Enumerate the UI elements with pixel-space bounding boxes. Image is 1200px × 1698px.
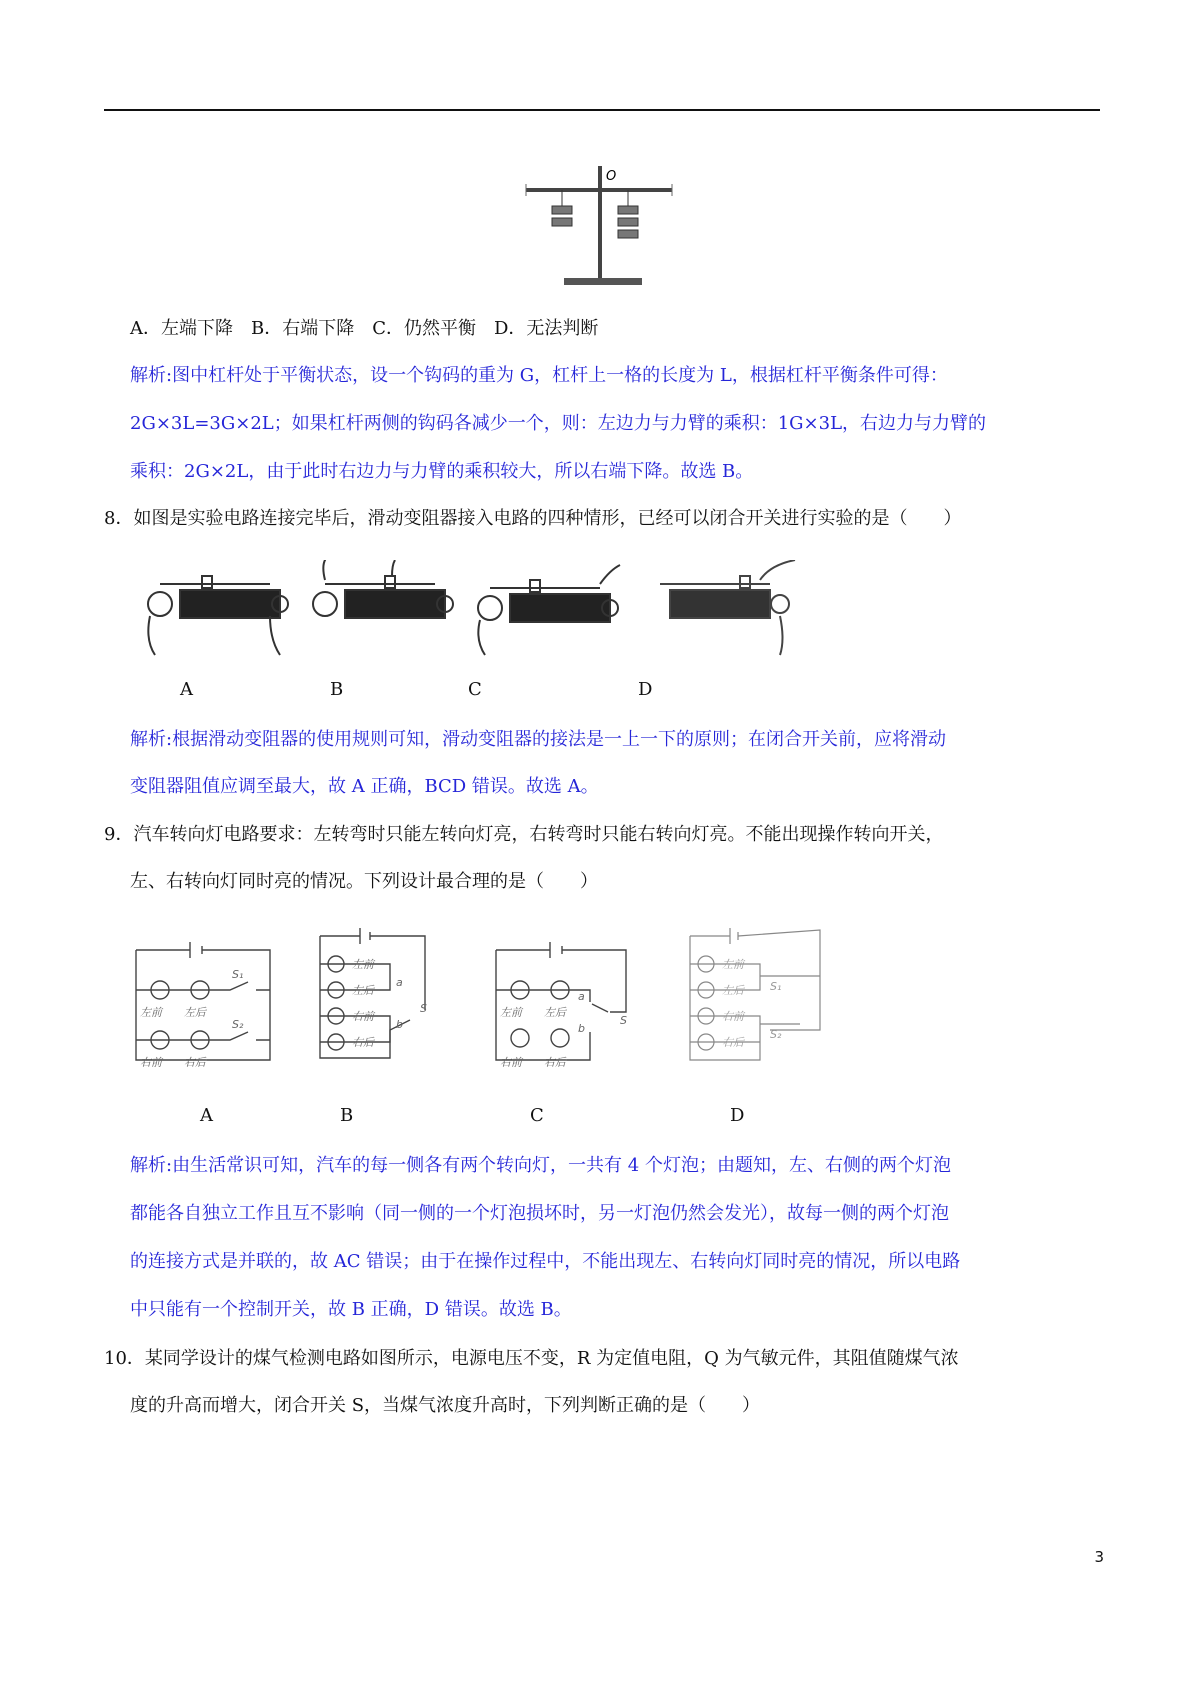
q7-explanation-2: 2G×3L=3G×2L；如果杠杆两侧的钩码各减少一个，则：左边力与力臂的乘积：1G×3L，右边力与力臂的 [130,413,987,434]
svg-text:左前: 左前 [352,958,374,971]
rheostat-c [478,565,620,655]
svg-text:a: a [396,976,403,989]
pivot-label: O [606,169,617,184]
q9-stem-2: 左、右转向灯同时亮的情况。下列设计最合理的是（ ） [130,871,598,892]
q9-stem-1: 9．汽车转向灯电路要求：左转弯时只能左转向灯亮，右转弯时只能右转向灯亮。不能出现操作转向开关， [104,824,944,845]
q9-explanation-3: 的连接方式是并联的，故 AC 错误；由于在操作过程中，不能出现左、右转向灯同时亮的情况，所以电路 [130,1251,961,1272]
rheostat-figures [130,560,810,660]
q9-label-c: C [530,1105,544,1126]
svg-text:b: b [578,1022,585,1035]
q7-explanation-1: 解析:图中杠杆处于平衡状态，设一个钩码的重为 G，杠杆上一格的长度为 L，根据杠杆平衡条件可得： [130,365,948,386]
circuit-d [690,928,820,1060]
svg-text:右前: 右前 [352,1010,374,1023]
svg-text:左后: 左后 [352,984,374,997]
rheostat-d [660,560,795,655]
header-rule [104,109,1100,111]
q9-explanation-4: 中只能有一个控制开关，故 B 正确，D 错误。故选 B。 [130,1299,572,1320]
svg-text:左后: 左后 [722,984,744,997]
svg-text:右前: 右前 [500,1056,522,1069]
q7-explanation-3: 乘积：2G×2L，由于此时右边力与力臂的乘积较大，所以右端下降。故选 B。 [130,461,754,482]
q8-label-c: C [468,679,482,700]
circuit-c [496,942,626,1060]
svg-text:右后: 右后 [352,1036,374,1049]
rheostat-a [148,576,288,655]
q10-stem-2: 度的升高而增大，闭合开关 S，当煤气浓度升高时，下列判断正确的是（ ） [130,1395,761,1416]
svg-text:左后: 左后 [184,1006,206,1019]
svg-text:S: S [420,1002,427,1015]
svg-text:b: b [396,1018,403,1031]
svg-text:右前: 右前 [722,1010,744,1023]
circuit-a [136,942,270,1060]
q9-label-d: D [730,1105,745,1126]
q8-explanation-2: 变阻器阻值应调至最大，故 A 正确，BCD 错误。故选 A。 [130,776,599,797]
svg-text:左后: 左后 [544,1006,566,1019]
q8-label-d: D [638,679,653,700]
q9-label-b: B [340,1105,354,1126]
q8-explanation-1: 解析:根据滑动变阻器的使用规则可知，滑动变阻器的接法是一上一下的原则；在闭合开关前，应将滑动 [130,729,947,750]
svg-text:S₁: S₁ [232,968,244,981]
q10-stem-1: 10．某同学设计的煤气检测电路如图所示，电源电压不变，R 为定值电阻，Q 为气敏元件，其阻值随煤气浓 [104,1348,959,1369]
lever-figure [520,160,680,290]
svg-text:左前: 左前 [722,958,744,971]
svg-text:S: S [620,1014,627,1027]
q8-stem: 8．如图是实验电路连接完毕后，滑动变阻器接入电路的四种情形，已经可以闭合开关进行实验的是（ ） [104,508,962,529]
q9-label-a: A [200,1105,213,1126]
svg-text:S₁: S₁ [770,980,782,993]
svg-text:右前: 右前 [140,1056,162,1069]
page-number: 3 [1094,1548,1104,1566]
svg-text:右后: 右后 [722,1036,744,1049]
svg-text:左前: 左前 [140,1006,162,1019]
q8-label-a: A [180,679,193,700]
q7-options: A．左端下降 B．右端下降 C．仍然平衡 D．无法判断 [130,318,599,339]
svg-text:右后: 右后 [184,1056,206,1069]
svg-text:左前: 左前 [500,1006,522,1019]
svg-text:S₂: S₂ [770,1028,782,1041]
rheostat-b [313,560,453,618]
q8-label-b: B [330,679,344,700]
svg-text:a: a [578,990,585,1003]
svg-text:S₂: S₂ [232,1018,244,1031]
svg-text:右后: 右后 [544,1056,566,1069]
turn-signal-circuits [120,920,920,1090]
q9-explanation-1: 解析:由生活常识可知，汽车的每一侧各有两个转向灯，一共有 4 个灯泡；由题知，左、右侧的两个灯泡 [130,1155,951,1176]
q9-explanation-2: 都能各自独立工作且互不影响（同一侧的一个灯泡损坏时，另一灯泡仍然会发光），故每一侧的两个灯泡 [130,1203,949,1224]
